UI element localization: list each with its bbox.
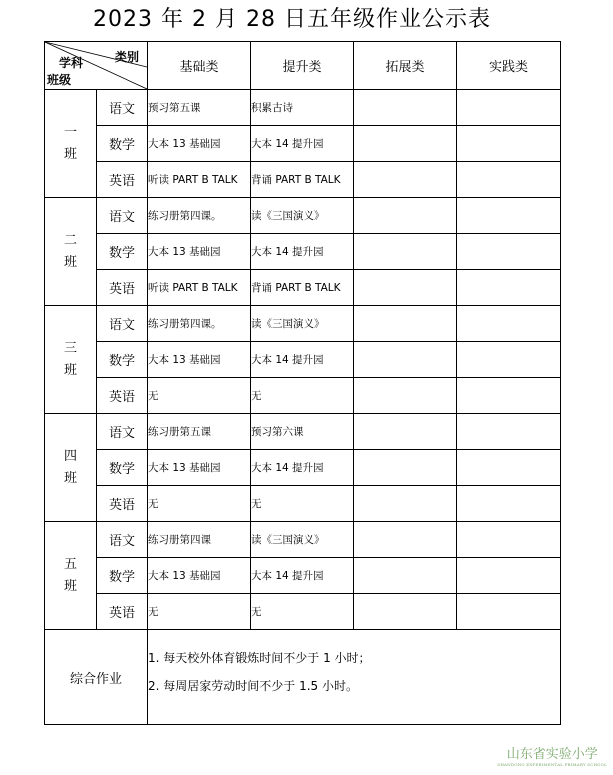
homework-cell-advanced: 大本 14 提升园 — [251, 558, 354, 594]
table-row — [45, 486, 561, 522]
homework-cell-advanced: 预习第六课 — [251, 414, 354, 450]
table-body — [45, 90, 561, 630]
homework-cell-practice — [457, 594, 561, 630]
homework-cell-practice — [457, 270, 561, 306]
homework-table — [44, 41, 561, 725]
subject-cell: 数学 — [97, 342, 148, 378]
class-name-char: 班 — [63, 254, 77, 270]
homework-cell-basic: 大本 13 基础园 — [148, 558, 251, 594]
homework-cell-practice — [457, 306, 561, 342]
homework-cell-advanced: 大本 14 提升园 — [251, 342, 354, 378]
class-name-char: 班 — [63, 578, 77, 594]
homework-cell-practice — [457, 162, 561, 198]
homework-cell-basic: 大本 13 基础园 — [148, 126, 251, 162]
table-row — [45, 306, 561, 342]
subject-cell: 英语 — [97, 594, 148, 630]
school-watermark — [497, 743, 607, 767]
table-row — [45, 342, 561, 378]
homework-cell-basic: 大本 13 基础园 — [148, 450, 251, 486]
homework-cell-extended — [354, 234, 457, 270]
subject-cell: 语文 — [97, 306, 148, 342]
homework-cell-basic: 练习册第四课。 — [148, 198, 251, 234]
header-row — [45, 42, 561, 90]
homework-cell-extended — [354, 162, 457, 198]
homework-cell-extended — [354, 558, 457, 594]
subject-cell: 英语 — [97, 162, 148, 198]
homework-cell-basic: 练习册第五课 — [148, 414, 251, 450]
extra-homework-row — [45, 630, 561, 725]
subject-cell: 英语 — [97, 270, 148, 306]
class-name-cell — [45, 414, 97, 522]
homework-cell-advanced: 读《三国演义》 — [251, 306, 354, 342]
subject-cell: 数学 — [97, 234, 148, 270]
homework-cell-extended — [354, 486, 457, 522]
homework-cell-basic: 听读 PART B TALK — [148, 162, 251, 198]
homework-cell-extended — [354, 342, 457, 378]
page-title: 2023 年 2 月 28 日五年级作业公示表 — [93, 7, 491, 32]
subject-cell: 语文 — [97, 90, 148, 126]
homework-cell-advanced: 背诵 PART B TALK — [251, 162, 354, 198]
homework-cell-practice — [457, 414, 561, 450]
homework-cell-practice — [457, 522, 561, 558]
homework-cell-advanced: 大本 14 提升园 — [251, 450, 354, 486]
column-header-practice: 实践类 — [457, 42, 561, 90]
homework-cell-basic: 练习册第四课。 — [148, 306, 251, 342]
table-row — [45, 90, 561, 126]
extra-note: 1. 每天校外体育锻炼时间不少于 1 小时； — [148, 651, 371, 665]
class-name-cell — [45, 522, 97, 630]
homework-cell-extended — [354, 198, 457, 234]
homework-cell-advanced: 读《三国演义》 — [251, 522, 354, 558]
table-row — [45, 450, 561, 486]
class-name-char: 班 — [63, 470, 77, 486]
homework-cell-practice — [457, 342, 561, 378]
homework-cell-extended — [354, 378, 457, 414]
table-row — [45, 270, 561, 306]
homework-cell-basic: 大本 13 基础园 — [148, 234, 251, 270]
homework-cell-basic: 练习册第四课 — [148, 522, 251, 558]
homework-cell-advanced: 大本 14 提升园 — [251, 234, 354, 270]
subject-cell: 语文 — [97, 198, 148, 234]
subject-cell: 数学 — [97, 558, 148, 594]
table-row — [45, 378, 561, 414]
watermark-subtext: SHANDONG EXPERIMENTAL PRIMARY SCHOOL — [497, 762, 607, 767]
homework-cell-advanced: 无 — [251, 378, 354, 414]
homework-cell-extended — [354, 90, 457, 126]
homework-cell-basic: 预习第五课 — [148, 90, 251, 126]
subject-cell: 语文 — [97, 414, 148, 450]
homework-cell-practice — [457, 234, 561, 270]
homework-cell-practice — [457, 126, 561, 162]
class-name-cell — [45, 198, 97, 306]
class-name-cell — [45, 306, 97, 414]
class-name-char: 班 — [63, 362, 77, 378]
homework-cell-practice — [457, 90, 561, 126]
homework-cell-extended — [354, 306, 457, 342]
table-row — [45, 558, 561, 594]
class-name-char: 一 — [63, 124, 77, 140]
table-row — [45, 198, 561, 234]
homework-cell-practice — [457, 486, 561, 522]
extra-homework-notes — [148, 630, 561, 725]
class-name-char: 五 — [63, 556, 77, 572]
class-name-char: 班 — [63, 146, 77, 162]
homework-cell-basic: 听读 PART B TALK — [148, 270, 251, 306]
subject-cell: 语文 — [97, 522, 148, 558]
class-name-char: 四 — [63, 448, 77, 464]
homework-cell-advanced: 积累古诗 — [251, 90, 354, 126]
subject-cell: 英语 — [97, 378, 148, 414]
homework-cell-practice — [457, 450, 561, 486]
homework-cell-practice — [457, 558, 561, 594]
table-row — [45, 414, 561, 450]
extra-note: 2. 每周居家劳动时间不少于 1.5 小时。 — [148, 679, 358, 693]
column-header-basic: 基础类 — [148, 42, 251, 90]
homework-cell-advanced: 大本 14 提升园 — [251, 126, 354, 162]
diagonal-header-cell — [45, 42, 148, 90]
homework-cell-basic: 无 — [148, 378, 251, 414]
homework-cell-extended — [354, 594, 457, 630]
class-label: 班级 — [47, 73, 72, 87]
table-row — [45, 594, 561, 630]
homework-cell-extended — [354, 126, 457, 162]
subject-cell: 数学 — [97, 126, 148, 162]
homework-cell-extended — [354, 270, 457, 306]
class-name-char: 二 — [63, 232, 77, 248]
subject-cell: 数学 — [97, 450, 148, 486]
class-name-char: 三 — [63, 340, 77, 356]
table-row — [45, 162, 561, 198]
class-name-cell — [45, 90, 97, 198]
homework-cell-extended — [354, 414, 457, 450]
homework-cell-basic: 大本 13 基础园 — [148, 342, 251, 378]
homework-cell-practice — [457, 198, 561, 234]
table-row — [45, 234, 561, 270]
homework-cell-extended — [354, 522, 457, 558]
homework-cell-extended — [354, 450, 457, 486]
table-row — [45, 522, 561, 558]
table-row — [45, 126, 561, 162]
subject-label: 学科 — [59, 56, 84, 70]
category-label: 类别 — [114, 50, 139, 64]
homework-cell-advanced: 无 — [251, 486, 354, 522]
homework-cell-advanced: 无 — [251, 594, 354, 630]
subject-cell: 英语 — [97, 486, 148, 522]
homework-cell-advanced: 读《三国演义》 — [251, 198, 354, 234]
extra-homework-label: 综合作业 — [45, 630, 148, 725]
column-header-advanced: 提升类 — [251, 42, 354, 90]
homework-cell-advanced: 背诵 PART B TALK — [251, 270, 354, 306]
homework-cell-practice — [457, 378, 561, 414]
column-header-extended: 拓展类 — [354, 42, 457, 90]
watermark-text: 山东省实验小学 — [506, 747, 598, 762]
homework-cell-basic: 无 — [148, 594, 251, 630]
homework-cell-basic: 无 — [148, 486, 251, 522]
